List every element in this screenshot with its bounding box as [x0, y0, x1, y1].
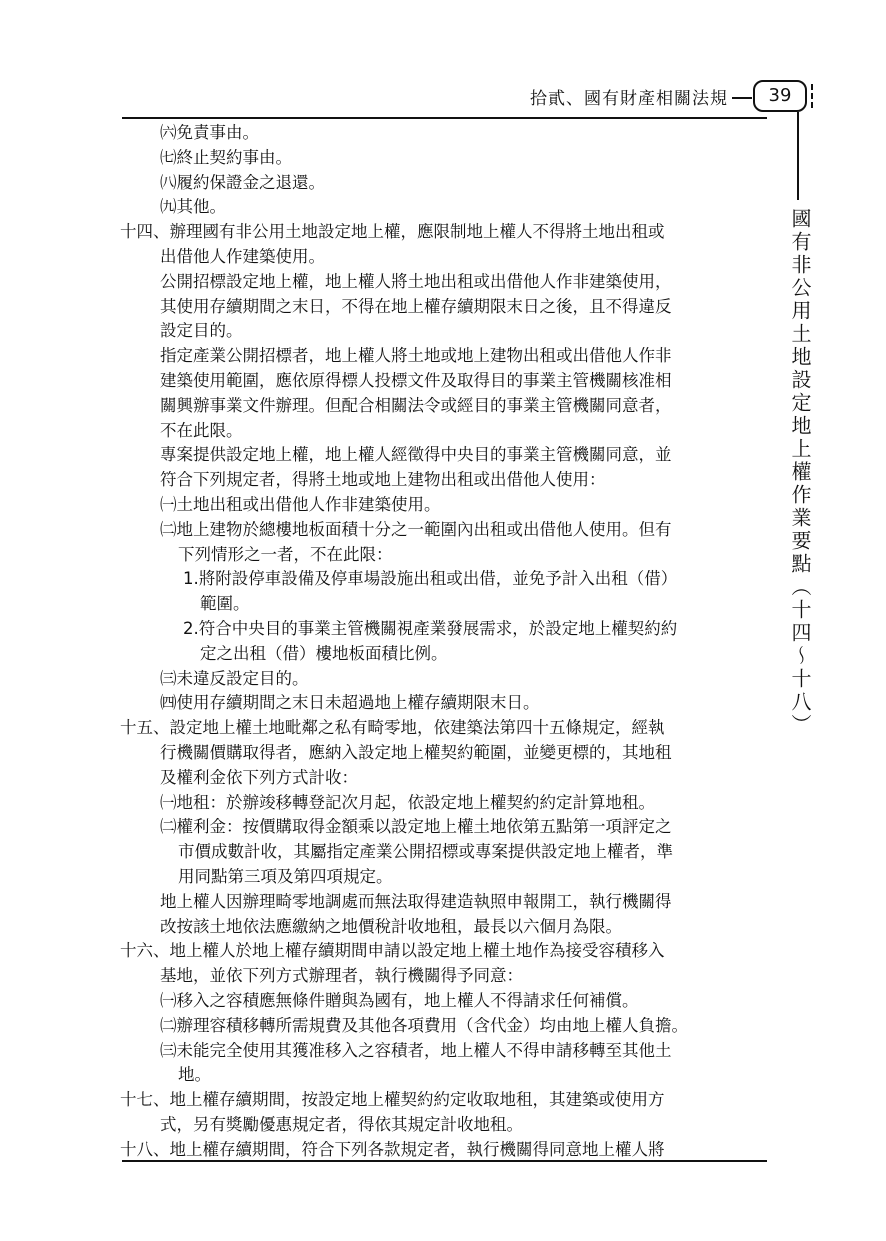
text-line: 建築使用範圍，應依原得標人投標文件及取得目的事業主管機關核准相	[160, 371, 672, 390]
text-line: 定之出租（借）樓地板面積比例。	[200, 643, 448, 663]
text-line: 下列情形之一者，不在此限：	[178, 544, 393, 564]
text-line: 改按該土地依法應繳納之地價稅計收地租，最長以六個月為限。	[160, 916, 622, 936]
text-line: ㈧履約保證金之退還。	[160, 172, 325, 192]
text-line: ㈢未違反設定目的。	[160, 668, 309, 688]
text-line: ㈨其他。	[160, 197, 226, 217]
header-dash	[732, 97, 752, 99]
page-number: 39	[753, 80, 807, 112]
text-line: ㈠地租：於辦竣移轉登記次月起，依設定地上權契約約定計算地租。	[160, 792, 655, 812]
text-line: ㈡地上建物於總樓地板面積十分之一範圍內出租或出借他人使用。但有	[160, 519, 672, 539]
text-line: 十七、地上權存續期間，按設定地上權契約約定收取地租，其建築或使用方	[120, 1090, 665, 1110]
text-line: 十八、地上權存續期間，符合下列各款規定者，執行機關得同意地上權人將	[120, 1139, 665, 1159]
text-line: ㈦終止契約事由。	[160, 147, 292, 167]
bottom-rule	[122, 1160, 767, 1162]
text-line: 設定目的。	[160, 321, 243, 341]
text-line: 1.將附設停車設備及停車場設施出租或出借，並免予計入出租（借）	[183, 569, 678, 589]
text-line: ㈣使用存續期間之末日未超過地上權存續期限末日。	[160, 693, 540, 713]
text-line: 市價成數計收，其屬指定產業公開招標或專案提供設定地上權者，準	[178, 842, 673, 862]
text-line: ㈥免責事由。	[160, 123, 259, 142]
text-line: 2.符合中央目的事業主管機關視產業發展需求，於設定地上權契約約	[183, 619, 678, 638]
text-line: 指定產業公開招標者，地上權人將土地或地上建物出租或出借他人作非	[160, 346, 672, 366]
text-line: 用同點第三項及第四項規定。	[178, 867, 393, 886]
text-line: 十五、設定地上權土地毗鄰之私有畸零地，依建築法第四十五條規定，經執	[120, 718, 665, 738]
text-line: ㈢未能完全使用其獲准移入之容積者，地上權人不得申請移轉至其他土	[160, 1040, 672, 1060]
text-line: ㈠土地出租或出借他人作非建築使用。	[160, 495, 441, 514]
text-line: 及權利金依下列方式計收：	[160, 767, 358, 787]
text-line: 十四、辦理國有非公用土地設定地上權，應限制地上權人不得將土地出租或	[120, 222, 665, 242]
text-line: 專案提供設定地上權，地上權人經徵得中央目的事業主管機關同意，並	[160, 445, 672, 465]
text-line: 地。	[178, 1065, 211, 1085]
top-rule	[122, 117, 767, 119]
text-line: 不在此限。	[160, 420, 243, 440]
text-line: 行機關價購取得者，應納入設定地上權契約範圍，並變更標的，其地租	[160, 743, 672, 762]
text-line: 關興辦事業文件辦理。但配合相關法令或經目的事業主管機關同意者，	[160, 395, 672, 415]
text-line: 符合下列規定者，得將土地或地上建物出租或出借他人使用：	[160, 470, 606, 490]
side-rule	[797, 112, 799, 200]
text-line: 地上權人因辦理畸零地調處而無法取得建造執照申報開工，執行機關得	[160, 891, 672, 911]
text-line: 出借他人作建築使用。	[160, 247, 325, 266]
text-line: 其使用存續期間之末日，不得在地上權存續期限末日之後，且不得違反	[160, 296, 672, 316]
side-title: 國有非公用土地設定地上權作業要點（十四～十八）	[788, 208, 812, 737]
text-line: 式，另有獎勵優惠規定者，得依其規定計收地租。	[160, 1115, 523, 1134]
section-title: 拾貳、國有財產相關法規	[530, 89, 728, 109]
text-line: 十六、地上權人於地上權存續期間申請以設定地上權土地作為接受容積移入	[120, 941, 665, 961]
text-line: 公開招標設定地上權，地上權人將土地出租或出借他人作非建築使用，	[160, 271, 672, 291]
text-line: ㈡權利金：按價購取得金額乘以設定地上權土地依第五點第一項評定之	[160, 817, 672, 837]
text-line: ㈡辦理容積移轉所需規費及其他各項費用（含代金）均由地上權人負擔。	[160, 1015, 688, 1035]
text-line: 基地，並依下列方式辦理者，執行機關得予同意：	[160, 966, 523, 986]
text-line: ㈠移入之容積應無條件贈與為國有，地上權人不得請求任何補償。	[160, 991, 639, 1010]
text-line: 範圍。	[200, 594, 250, 614]
